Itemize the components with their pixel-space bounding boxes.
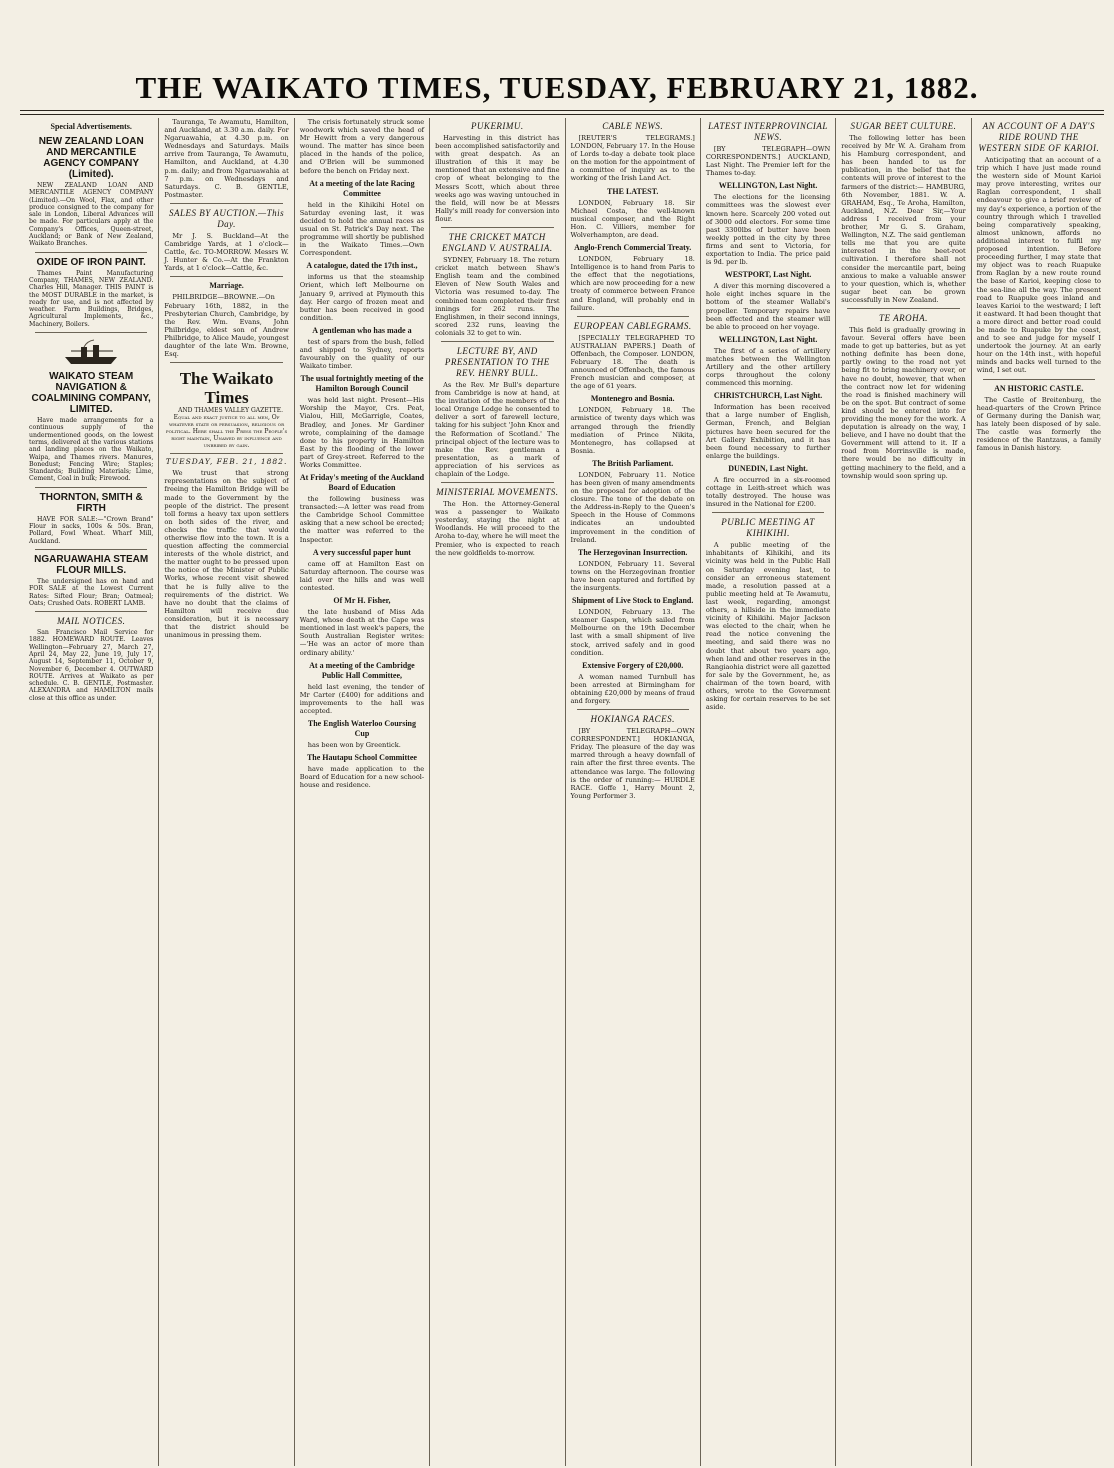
cable-text: LONDON, February 11. Several towns on the Herzegovinan frontier have been captured and fortified by the insurgents.: [570, 559, 695, 593]
telegram-heading: WELLINGTON, Last Night.: [718, 334, 818, 344]
cable-heading: THE LATEST.: [607, 186, 659, 196]
news-text: came off at Hamilton East on Saturday afternoon. The course was laid over the hills and was well contested.: [299, 559, 425, 592]
masthead-title: THE WAIKATO TIMES, TUESDAY, FEBRUARY 21, 1882.: [135, 70, 979, 105]
telegram-text: The elections for the licensing committees was the slowest ever known here. Scarcely 200 voted out of 3000 odd electors. For some time past 3300lbs of butter have been weekly potted in the city by three firms and sent to Victoria, for exportation to India. The price paid is 9d. per lb.: [705, 193, 831, 267]
ad-text: HAVE FOR SALE:—"Crown Brand" Flour in sacks, 100s & 50s. Bran, Pollard, Fowl Wheat. Wharf Mill, Auckland.: [29, 515, 154, 545]
news-heading: The usual fortnightly meeting of the Hamilton Borough Council: [300, 374, 424, 394]
divider: [35, 611, 147, 612]
divider: [577, 316, 689, 317]
divider: [712, 512, 824, 513]
column-6: [701, 118, 836, 1466]
article-text: Harvesting in this district has been accomplished satisfactorily and with great despatch. As an illustration of this it may be mentioned that an extensive and fine crop of wheat belonging to the Messrs Scott, which about three weeks ago was waving untouched in the field, will now be at Messrs Hally's mill ready for conversion into flour.: [435, 134, 560, 223]
divider: [441, 227, 553, 228]
telegram-text: A public meeting of the inhabitants of Kihikihi, and its vicinity was held in the Public Hall on Saturday evening last, to consider an erroneous statement made, a resolution passed at a public meeting held at Te Awamutu, last week, regarding, amongst others, a hillside in the immediate vicinity of Kihikihi. Major Jackson was elected to the chair, when he read the notice convening the meeting, and said there was no doubt that about two years ago, when land and other reserves in the Rangiaohia district were all gazetted for sale by the Government, he, as chairman of the town board, with others, wrote to the Government asking for certain reserves to be set aside.: [705, 541, 831, 712]
section-heading: PUBLIC MEETING AT KIHIKIHI.: [721, 517, 815, 539]
news-heading: Of Mr H. Fisher,: [333, 596, 391, 606]
section-heading: CABLE NEWS.: [602, 121, 664, 131]
divider: [170, 453, 282, 454]
ad-text: Thames Paint Manufacturing Company, THAMES, NEW ZEALAND. Charles Hill, Manager. THIS PAINT is the MOST DURABLE in the market, is ready for use, and is not affected by weather. Farm Buildings, Bridges, Agricultural Implements, &c., Machinery, Boilers.: [29, 269, 154, 328]
divider: [847, 308, 959, 309]
column-3: [295, 118, 430, 1466]
telegram-text: The first of a series of artillery matches between the Wellington Artillery and the other artillery corps throughout the colony commenced this morning.: [705, 346, 831, 388]
ad-title: WAIKATO STEAM NAVIGATION & COALMINING COMPANY, LIMITED.: [31, 371, 151, 416]
news-heading: The English Waterloo Coursing Cup: [307, 718, 416, 738]
cable-text: LONDON, February 11. Notice has been given of many amendments on the proposal for adoption of the closure. The tone of the debate on the Address-in-Reply to the Queen's Speech in the House of Commons indicates an undoubted improvement in the condition of Ireland.: [570, 470, 695, 544]
news-text: held last evening, the tender of Mr Carter (£400) for additions and improvements to the hall was accepted.: [299, 682, 425, 715]
article-text: SYDNEY, February 18. The return cricket match between Shaw's English team and the combined Eleven of New South Wales and Victoria was resumed to-day. The combined team completed their first innings for 262 runs. The Englishmen, in their second innings, scored 232 runs, leaving the colonials 32 to get to win.: [435, 256, 560, 337]
article-text: This field is gradually growing in favour. Several offers have been made to get up batteries, but as yet nothing definite has been done, partly owing to the road not yet being fit to bring machinery over, or have no doubt, however, that when the contract now let for widening the road is finished machinery will be on the spot. But contract of some kind should be entered into for providing the money for the work. A deputation is already on the way, I believe, and I have no doubt that the Government will attend to it. If a road from Morrinsville is made, there would be no difficulty in getting machinery to the field, and a township would soon spring up.: [841, 325, 966, 480]
cable-text: A woman named Turnbull has been arrested at Birmingham for obtaining £20,000 by means of fraud and forgery.: [570, 672, 695, 705]
divider: [170, 362, 282, 363]
column-4: [430, 118, 565, 1466]
section-heading: Marriage.: [209, 281, 244, 291]
news-text: test of spars from the bush, felled and shipped to Sydney, reports favourably on the quality of our Waikato timber.: [299, 337, 425, 371]
news-text: informs us that the steamship Orient, which left Melbourne on January 9, arrived at Plymouth this day. Her cargo of frozen meat and butter has been received in good condition.: [299, 273, 425, 322]
page-columns: [24, 118, 1106, 1466]
section-heading: HOKIANGA RACES.: [590, 714, 675, 725]
section-heading: SUGAR BEET CULTURE.: [850, 121, 957, 131]
cable-heading: Shipment of Live Stock to England.: [572, 596, 694, 606]
column-1: [24, 118, 159, 1466]
section-text: San Francisco Mail Service for 1882. HOMEWARD ROUTE. Leaves Wellington—February 27, March 27, April 24, May 22, June 19, July 17, August 14, September 11, October 9, November 6, December 4. OUTWARD ROUTE. Arrives at Waikato as per schedule. C. B. GENTLE, Postmaster. ALEXANDRA and HAMILTON mails close at this office as under.: [29, 629, 154, 702]
cable-text: [BY TELEGRAPH—OWN CORRESPONDENT.] HOKIANGA, Friday. The pleasure of the day was marred through a heavy downfall of rain after the first three events. The attendance was large. The following is the order of running:— HURDLE RACE. Goffe 1, Harry Mount 2, Young Performer 3.: [570, 727, 695, 800]
telegram-heading: WESTPORT, Last Night.: [724, 270, 812, 280]
masthead-rule-thin: [20, 114, 1104, 115]
telegram-heading: CHRISTCHURCH, Last Night.: [713, 391, 823, 401]
ad-text: Have made arrangements for a continuous supply of the undermentioned goods, on the lowest terms, delivered at the various stations and landing places on the Waikato, Waipa, and Thames rivers. Manures, Bonedust; Fencing Wire; Staples; Standards; Building Materials; Lime, Cement, Coal in bulk; Firewood.: [29, 417, 154, 483]
ad-title: THORNTON, SMITH & FIRTH: [39, 491, 143, 514]
telegram-heading: WELLINGTON, Last Night.: [718, 181, 818, 191]
cable-heading: Montenegro and Bosnia.: [590, 394, 675, 404]
news-heading: A catalogue, dated the 17th inst.,: [306, 261, 418, 271]
notice-text: PHILBRIDGE—BROWNE.—On February 16th, 1882, in the Presbyterian Church, Cambridge, by the Rev. Wm. Evans, John Philbridge, eldest son of Andrew Philbridge, to Alice Maude, youngest daughter of the late Wm. Browne, Esq.: [164, 293, 289, 359]
ad-title: NEW ZEALAND LOAN AND MERCANTILE AGENCY COMPANY (Limited).: [38, 136, 144, 180]
divider: [441, 341, 553, 342]
cable-text: LONDON, February 18. Sir Michael Costa, the well-known musical composer, and the Right Hon. C. Villiers, member for Wolverhampton, are dead.: [570, 198, 695, 239]
cable-text: LONDON, February 18. Intelligence is to hand from Paris to the effect that the negotiations, which are now proceeding for a new treaty of commerce between France and England, will probably end in failure.: [570, 255, 695, 312]
news-heading: At a meeting of the late Racing Committee: [309, 178, 415, 198]
news-text: held in the Kihikihi Hotel on Saturday evening last, it was decided to hold the annual races as usual on St. Patrick's Day next. The programme will shortly be published in the Waikato Times.—Own Correspondent.: [299, 200, 425, 258]
divider: [35, 487, 147, 488]
nameplate-motto: AND THAMES VALLEY GAZETTE. Equal and exact justice to all men, Of whatever state or persuasion, religious or political. Here shall the Press the People's right maintain, Unawed by influence and unbribed by gain.: [165, 407, 288, 450]
newspaper-nameplate: The Waikato Times: [179, 369, 274, 408]
divider: [170, 276, 282, 277]
section-heading: SALES BY AUCTION.—This Day.: [169, 207, 285, 229]
divider: [983, 379, 1095, 380]
notice-text: Mr J. S. Buckland—At the Cambridge Yards, at 1 o'clock—Cattle, &c. TO-MORROW. Messrs W. J. Hunter & Co.—At the Frankton Yards, at 1 o'clock—Cattle, &c.: [164, 231, 289, 273]
telegram-text: A fire occurred in a six-roomed cottage in Leith-street which was totally destroyed. The house was insured in the National for £200.: [705, 475, 831, 509]
column-5: [566, 118, 701, 1466]
cable-text: LONDON, February 18. The armistice of twenty days which was arranged through the friendly mediation of Prince Nikita, Montenegro, has collapsed at Bosnia.: [570, 406, 695, 455]
telegram-text: [BY TELEGRAPH—OWN CORRESPONDENTS.] AUCKLAND, Last Night. The Premier left for the Thames to-day.: [705, 145, 831, 178]
cable-heading: The British Parliament.: [592, 458, 674, 468]
article-text: Anticipating that an account of a trip which I have just made round the western side of Mount Karioi may prove interesting, writes our Raglan correspondent, I shall endeavour to give a brief review of my day's experience, a portion of the country through which I travelled being comparatively speaking, almost unknown, affords no additional interest to fulfil my proposed intention. Before proceeding further, I may state that my object was to reach Ruapuke from Raglan by a new route round the base of Karioi, keeping close to the sea-line all the way. The present road to Ruapuke goes inland and leaves Karioi to the westward; I left it eastward. It had been thought that a more direct and better road could be made to Ruapuke by the coast, and to see and judge for myself I undertook the journey. At an early hour on the 14th inst., with hopeful minds and backs well turned to the wind, I set out.: [976, 156, 1101, 375]
cable-text: LONDON, February 13. The steamer Gaspen, which sailed from Melbourne on the 19th December last with a small shipment of live stock, arrived safely and in good condition.: [570, 608, 695, 657]
cable-heading: The Herzegovinan Insurrection.: [577, 547, 688, 557]
section-heading: MINISTERIAL MOVEMENTS.: [436, 487, 559, 498]
news-text: was held last night. Present—His Worship the Mayor, Crs. Peat, Vialou, Hill, McGarrigle, Coates, Bradley, and Jones. Mr Gardiner wrote, complaining of the damage done to his property in Hamilton East by the flooding of the lower part of Grey-street. Referred to the Works Committee.: [299, 396, 425, 469]
news-heading: A gentleman who has made a: [312, 325, 412, 335]
divider: [170, 203, 282, 204]
column-heading: Special Advertisements.: [50, 122, 132, 131]
column-8: [972, 118, 1106, 1466]
news-text: have made application to the Board of Education for a new school-house and residence.: [299, 765, 425, 790]
news-heading: At a meeting of the Cambridge Public Hall Committee,: [309, 660, 415, 680]
section-heading: THE CRICKET MATCH ENGLAND V. AUSTRALIA.: [441, 232, 553, 254]
article-text: The following letter has been received by Mr W. A. Graham from his Hamburg correspondent, and has been handed to us for publication, in the belief that the contents will prove of interest to the farmers of the district:— HAMBURG, 6th November, 1881. W. A. GRAHAM, Esq., Te Aroha, Hamilton, Auckland, N.Z. Dear Sir,—Your address I received from your brother, Mr G. S. Graham, Wellington, N.Z. The said gentleman tells me that you are quite interested in the beet-root cultivation. I therefore shall not consider the mercantile part, being anxious to make a valuable answer to your question, which is, whether sugar beet can be grown successfully in New Zealand.: [841, 134, 966, 304]
telegram-heading: DUNEDIN, Last Night.: [728, 463, 808, 473]
cable-heading: Extensive Forgery of £20,000.: [582, 660, 684, 670]
divider: [577, 709, 689, 710]
notice-text: Tauranga, Te Awamutu, Hamilton, and Auckland, at 3.30 a.m. daily. For Ngaruawahia, at 4.30 p.m. on Wednesdays and Saturdays. Mails arrive from Tauranga, Te Awamutu, Hamilton, and Auckland, at 4.30 p.m. daily; and from Ngaruawahia at 7 p.m. on Wednesdays and Saturdays. C. B. GENTLE, Postmaster.: [164, 118, 289, 199]
section-heading: MAIL NOTICES.: [57, 616, 126, 627]
ad-text: The undersigned has on hand and FOR SALE at the Lowest Current Rates: Sifted Flour; Bran; Oatmeal; Oats; Crushed Oats. ROBERT LAMB.: [29, 577, 154, 607]
ad-text: NEW ZEALAND LOAN AND MERCANTILE AGENCY COMPANY (Limited).—On Wool, Flax, and other produce consigned to the company for sale in London, Liberal Advances will be made. For particulars apply at the Company's Offices, Queen-street, Auckland; or Bank of New Zealand, Waikato Branches.: [29, 182, 154, 248]
column-2: [159, 118, 294, 1466]
masthead-rule: [20, 110, 1104, 111]
news-heading: The Hautapu School Committee: [306, 753, 417, 763]
divider: [441, 482, 553, 483]
cable-text: [REUTER'S TELEGRAMS.] LONDON, February 17. In the House of Lords to-day a debate took place on the motion for the appointment of a committee of inquiry as to the working of the Irish Land Act.: [570, 134, 695, 183]
ad-title: NGARUAWAHIA STEAM FLOUR MILLS.: [34, 553, 149, 576]
news-heading: A very successful paper hunt: [312, 547, 411, 557]
news-text: the following business was transacted:—A letter was read from the Cambridge School Committee asking that a new school be erected; the matter was referred to the Inspector.: [299, 495, 425, 544]
divider: [35, 332, 147, 333]
article-text: The Hon. the Attorney-General was a passenger to Waikato yesterday, staying the night at Woodlands. He will proceed to the Aroha to-day, where he will meet the Premier, who is expected to reach the new goldfields to-morrow.: [435, 500, 560, 557]
news-text: The crisis fortunately struck some woodwork which saved the head of Mr Hewitt from a very dangerous wound. The matter has since been placed in the hands of the police, and O'Brien will be summoned before the bench on Friday next.: [299, 118, 425, 175]
section-heading: AN ACCOUNT OF A DAY'S RIDE ROUND THE WESTERN SIDE OF KARIOI.: [978, 121, 1100, 153]
article-text: As the Rev. Mr Bull's departure from Cambridge is now at hand, at the invitation of the members of the local Orange Lodge he consented to deliver a sort of farewell lecture, taking for his subject 'John Knox and the Reformation of Scotland.' The principal object of the lecture was to make the Rev. gentleman a presentation, as a mark of appreciation of his services as chaplain of the Lodge.: [435, 380, 560, 478]
section-heading: PUKERIMU.: [470, 121, 524, 131]
telegram-text: A diver this morning discovered a hole eight inches square in the bottom of the steamer Wallabi's propeller. Temporary repairs have been effected and the steamer will be able to proceed on her voyage.: [705, 282, 831, 331]
news-text: the late husband of Miss Ada Ward, whose death at the Cape was mentioned in last week's papers, the South Australian Register writes:—'He was an actor of more than ordinary ability.': [299, 608, 425, 657]
cable-text: [SPECIALLY TELEGRAPHED TO AUSTRALIAN PAPERS.] Death of Offenbach, the Composer. LONDON, February 18. The death is announced of Offenbach, the famous French musician and composer, at the age of 61 years.: [570, 333, 695, 391]
article-heading: AN HISTORIC CASTLE.: [994, 383, 1084, 393]
section-heading: TE AROHA.: [879, 312, 928, 323]
news-heading: At Friday's meeting of the Auckland Board of Education: [299, 473, 425, 493]
telegram-text: Information has been received that a large number of English, German, French, and Belgian pictures have been secured for the Art Gallery Exhibition, and it has been found necessary to further enlarge the buildings.: [705, 403, 831, 460]
news-text: has been won by Greentick.: [307, 740, 401, 749]
section-heading: EUROPEAN CABLEGRAMS.: [573, 320, 692, 331]
ad-title: OXIDE OF IRON PAINT.: [36, 256, 146, 268]
divider: [35, 549, 147, 550]
issue-date: TUESDAY, FEB. 21, 1882.: [165, 457, 288, 467]
divider: [35, 252, 147, 253]
section-heading: LATEST INTERPROVINCIAL NEWS.: [708, 121, 828, 142]
steamship-icon: [61, 337, 121, 367]
editorial-text: We trust that strong representations on the subject of freeing the Hamilton Bridge will be made to the Government by the people of the district. The present toll forms a heavy tax upon settlers on both sides of the river, and checks the traffic that would otherwise flow into the town. It is a question affecting the commercial interests of the whole district, and the matter ought to be pressed upon the notice of the Minister of Public Works, whose recent visit shewed that he is fully alive to the requirements of the district. We have no doubt that the claims of Hamilton will receive due consideration, but it is necessary that the district should be unanimous in pressing them.: [164, 469, 289, 640]
column-7: [836, 118, 971, 1466]
cable-heading: Anglo-French Commercial Treaty.: [574, 243, 692, 253]
section-heading: LECTURE BY, AND PRESENTATION TO THE REV. HENRY BULL.: [444, 345, 550, 378]
article-text: The Castle of Breitenburg, the head-quarters of the Crown Prince of Germany during the Danish war, has lately been disposed of by sale. The castle was formerly the residence of the Rantzaus, a family famous in Danish history.: [976, 395, 1101, 453]
